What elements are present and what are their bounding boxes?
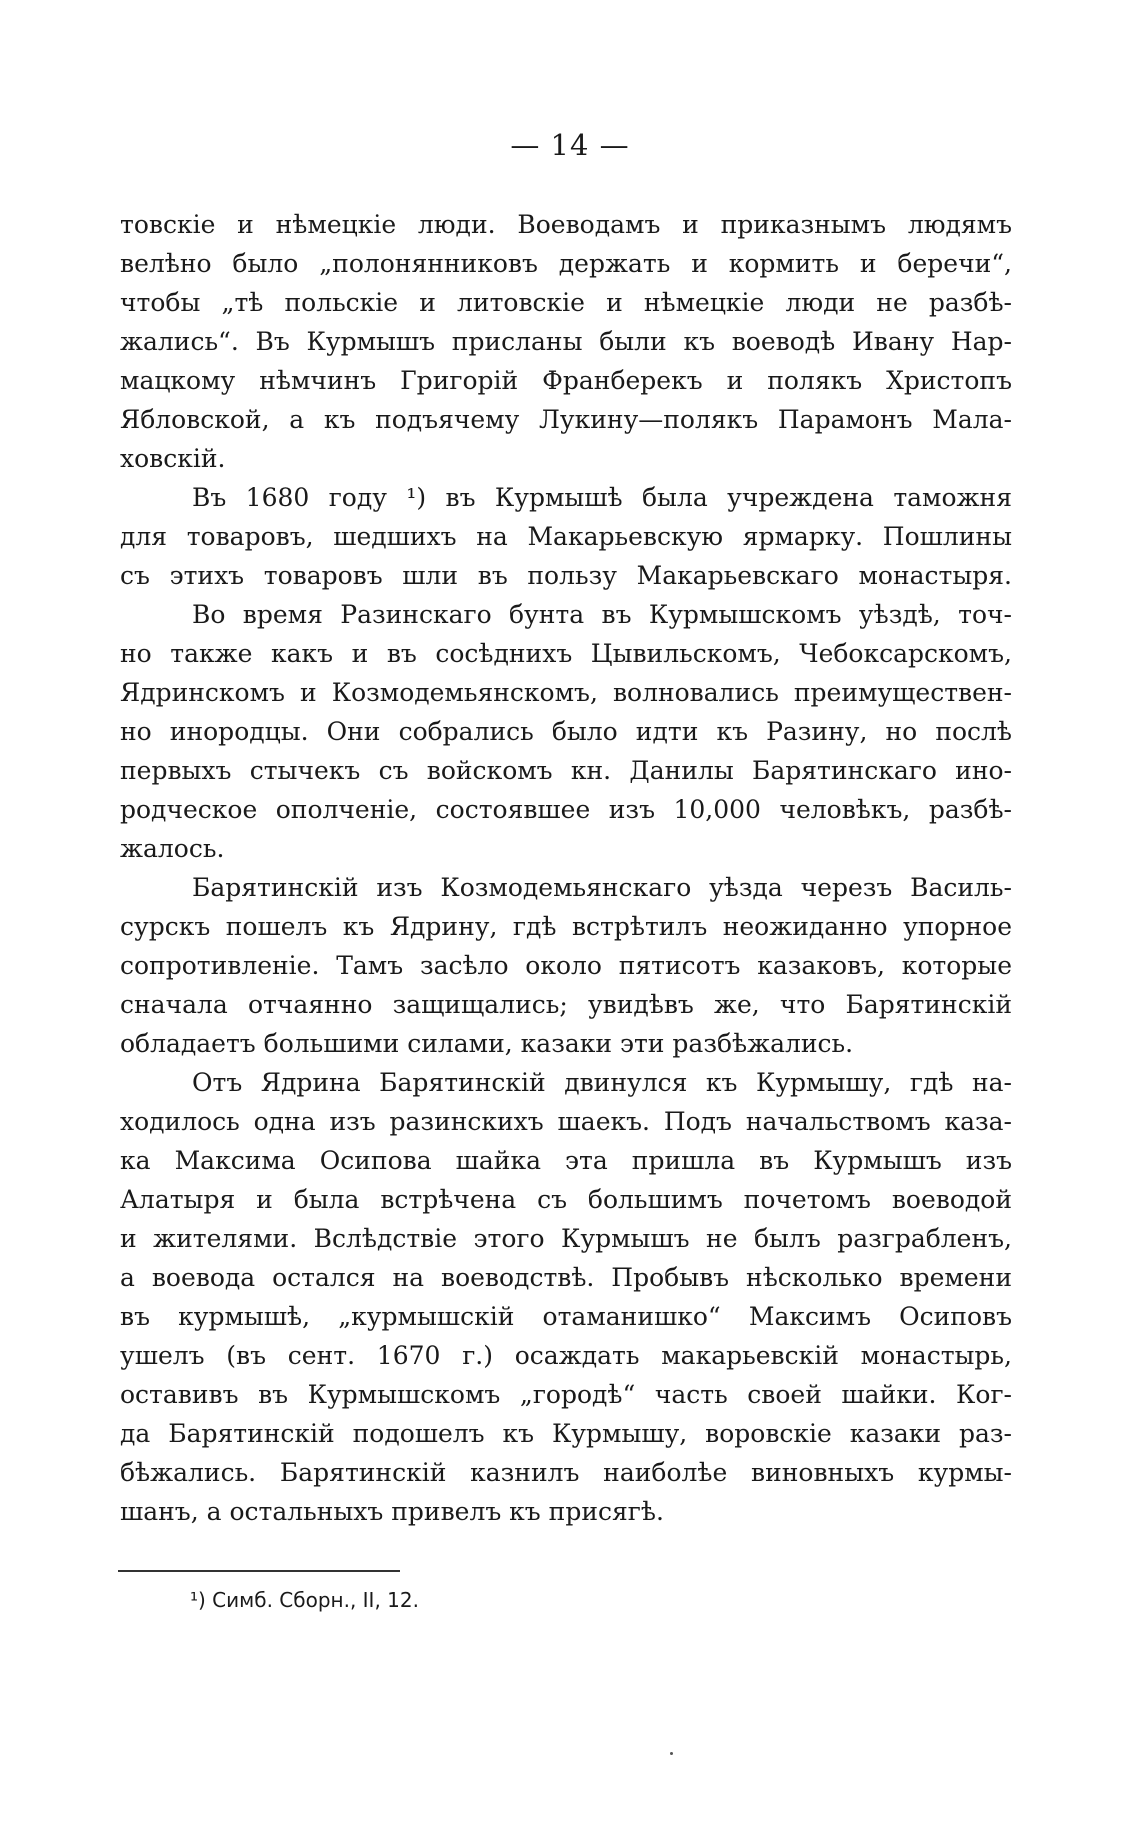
text-line: Алатыря и была встрѣчена съ большимъ почетомъ воеводой: [120, 1185, 1012, 1214]
footnote-divider: [118, 1570, 400, 1572]
text-line: Ядринскомъ и Козмодемьянскомъ, волновались преимуществен-: [120, 678, 1012, 707]
footnote: ¹) Симб. Сборн., II, 12.: [190, 1588, 419, 1612]
text-line: товскіе и нѣмецкіе люди. Воеводамъ и приказнымъ людямъ: [120, 210, 1012, 239]
page-number: — 14 —: [510, 128, 630, 162]
text-line: Въ 1680 году ¹) въ Курмышѣ была учреждена таможня: [192, 483, 1012, 512]
text-line: ушелъ (въ сент. 1670 г.) осаждать макарьевскій монастырь,: [120, 1341, 1012, 1370]
text-line: сопротивленіе. Тамъ засѣло около пятисотъ казаковъ, которые: [120, 951, 1012, 980]
text-line: первыхъ стычекъ съ войскомъ кн. Данилы Барятинскаго ино-: [120, 756, 1012, 785]
text-line: ховскій.: [120, 444, 226, 473]
text-line: и жителями. Вслѣдствіе этого Курмышъ не былъ разграбленъ,: [120, 1224, 1012, 1253]
text-line: сначала отчаянно защищались; увидѣвъ же, что Барятинскій: [120, 990, 1012, 1019]
text-line: а воевода остался на воеводствѣ. Пробывъ нѣсколько времени: [120, 1263, 1012, 1292]
body-text: [120, 205, 1012, 1531]
text-line: жались“. Въ Курмышъ присланы были къ воеводѣ Ивану Нар-: [120, 327, 1012, 356]
text-line: жалось.: [120, 834, 225, 863]
print-speck: [670, 1752, 673, 1755]
text-line: да Барятинскій подошелъ къ Курмышу, воровскіе казаки раз-: [120, 1419, 1012, 1448]
text-line: сурскъ пошелъ къ Ядрину, гдѣ встрѣтилъ неожиданно упорное: [120, 912, 1012, 941]
text-line: съ этихъ товаровъ шли въ пользу Макарьевскаго монастыря.: [120, 561, 1012, 590]
text-line: ка Максима Осипова шайка эта пришла въ Курмышъ изъ: [120, 1146, 1012, 1175]
text-line: но также какъ и въ сосѣднихъ Цывильскомъ, Чебоксарскомъ,: [120, 639, 1012, 668]
text-line: обладаетъ большими силами, казаки эти разбѣжались.: [120, 1029, 854, 1058]
text-line: бѣжались. Барятинскій казнилъ наиболѣе виновныхъ курмы-: [120, 1458, 1012, 1487]
text-line: шанъ, а остальныхъ привелъ къ присягѣ.: [120, 1497, 664, 1526]
text-line: для товаровъ, шедшихъ на Макарьевскую ярмарку. Пошлины: [120, 522, 1012, 551]
text-line: чтобы „тѣ польскіе и литовскіе и нѣмецкіе люди не разбѣ-: [120, 288, 1012, 317]
text-line: ходилось одна изъ разинскихъ шаекъ. Подъ начальствомъ каза-: [120, 1107, 1012, 1136]
text-line: Во время Разинскаго бунта въ Курмышскомъ уѣздѣ, точ-: [192, 600, 1012, 629]
text-line: родческое ополченіе, состоявшее изъ 10,000 человѣкъ, разбѣ-: [120, 795, 1012, 824]
text-line: Барятинскій изъ Козмодемьянскаго уѣзда черезъ Василь-: [192, 873, 1012, 902]
text-line: мацкому нѣмчинъ Григорій Франберекъ и полякъ Христопъ: [120, 366, 1012, 395]
text-line: Ябловской, а къ подъячему Лукину—полякъ Парамонъ Мала-: [120, 405, 1012, 434]
text-line: Отъ Ядрина Барятинскій двинулся къ Курмышу, гдѣ на-: [192, 1068, 1012, 1097]
text-line: оставивъ въ Курмышскомъ „городѣ“ часть своей шайки. Ког-: [120, 1380, 1012, 1409]
text-line: велѣно было „полонянниковъ держать и кормить и беречи“,: [120, 249, 1012, 278]
text-line: но инородцы. Они собрались было идти къ Разину, но послѣ: [120, 717, 1012, 746]
text-line: въ курмышѣ, „курмышскій отаманишко“ Максимъ Осиповъ: [120, 1302, 1012, 1331]
